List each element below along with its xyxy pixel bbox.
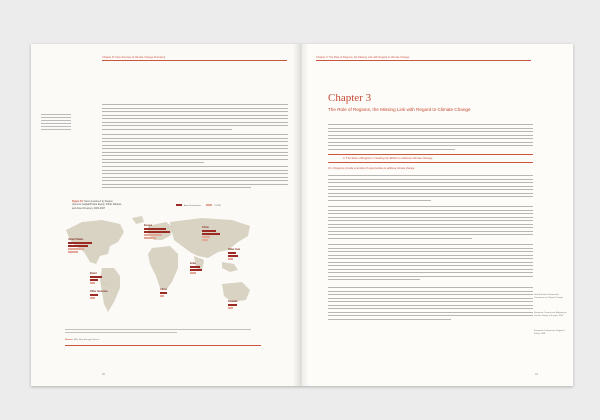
side-note-2: European Commission, Adapting to climate change in Europe, 2007 (534, 312, 567, 317)
figure-source (65, 339, 99, 341)
world-map-figure (62, 212, 260, 322)
left-body-text-3 (102, 166, 288, 191)
figure-legend (171, 204, 221, 207)
right-head-rule (316, 60, 531, 61)
label-other-americas: Other Americas (90, 290, 108, 293)
label-oceania: Oceania (228, 300, 238, 303)
label-united-states: United States (68, 238, 84, 241)
right-body-text-3 (328, 244, 533, 283)
label-india: India (190, 262, 196, 265)
chapter-label: Chapter 3 (328, 92, 372, 104)
right-body-text-4 (328, 287, 533, 322)
left-head-rule (102, 60, 287, 61)
side-note-1: United Nations Framework Convention on Climate Change (534, 294, 563, 299)
section-rule-top (328, 154, 533, 155)
legend-swatch-vcpe (206, 204, 212, 206)
right-page (301, 44, 573, 386)
right-page-number: 43 (535, 373, 538, 376)
label-brazil: Brazil (90, 272, 97, 275)
figure-number: Figure 10: (72, 200, 84, 203)
section-rule-bottom (328, 162, 533, 163)
spread-gutter-shadow (293, 44, 309, 386)
left-running-head: Chapter III: New Sources of Climate Change Financing (102, 56, 166, 59)
figure-title (72, 200, 122, 210)
subsection-title: 3.1.1 Regions provide a number of opportunities to address climate change (328, 167, 415, 170)
figure-bottom-rule (65, 345, 261, 346)
legend-label-vcpe: VC/PE (214, 204, 221, 207)
region-bars-africa (160, 292, 167, 297)
chapter-title: The Role of Regions, the Missing Link with Regard to Climate Change (328, 107, 471, 112)
label-africa: Africa (160, 288, 167, 291)
figure-source-text: SEF, New Energy Finance (73, 339, 100, 341)
left-page (31, 44, 301, 386)
legend-swatch-asset (176, 204, 182, 206)
right-intro-text (328, 124, 533, 152)
figure-source-label: Source: (65, 339, 74, 341)
right-running-head: Chapter 3: The Role of Regions, the Missing Link with Regard to Climate Change (316, 56, 410, 59)
region-bars-oceania (228, 304, 237, 309)
label-other-asia: Other Asia (228, 248, 241, 251)
label-europe: Europe (144, 224, 153, 227)
book-spread (31, 44, 573, 386)
region-bars-other-asia (228, 252, 238, 260)
region-bars-other-americas (90, 294, 98, 299)
side-note-3: European Commission, Regional Policy, 2008 (534, 330, 565, 335)
legend-label-asset: Asset Investment (184, 204, 201, 207)
figure-caption: New Investment by Region (Venture Capital/Private Equity, Public Markets and Asset Finance), 2004-2007 (72, 200, 122, 210)
label-china: China (202, 226, 209, 229)
right-body-text-1 (328, 175, 533, 203)
section-title: 3. The Role of Regions in Scaling Up Efforts to Address Climate Change (343, 156, 433, 160)
left-margin-note (41, 112, 71, 132)
right-body-text-2 (328, 206, 533, 241)
left-body-text-1 (102, 104, 288, 132)
left-body-text-2 (102, 134, 288, 166)
figure-note (65, 329, 251, 333)
left-page-number: 30 (102, 373, 105, 376)
